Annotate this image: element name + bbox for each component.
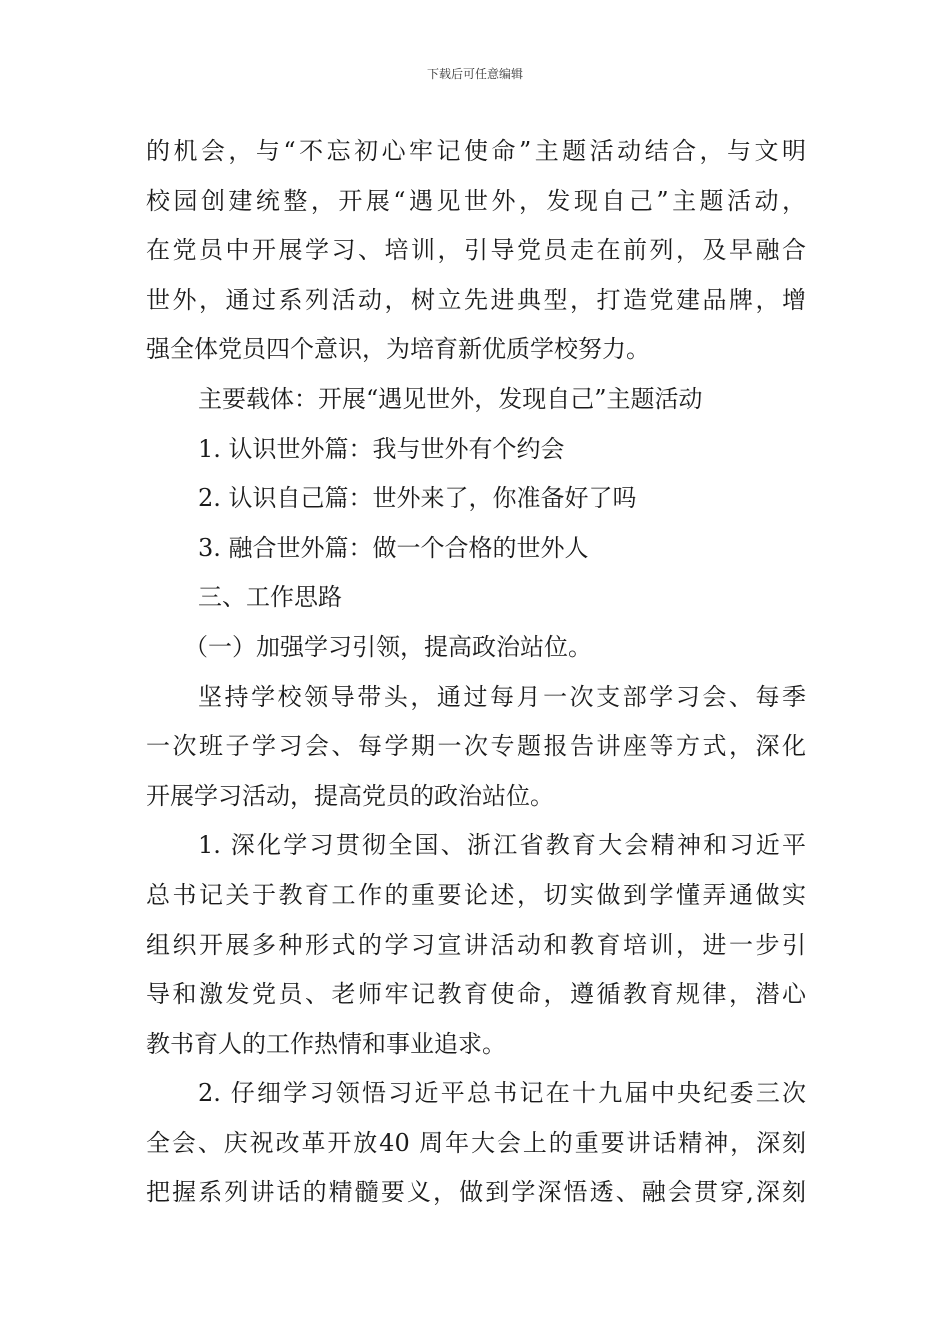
list-item: 1. 认识世外篇：我与世外有个约会 xyxy=(198,434,565,463)
text-line: 校园创建统整，开展“遇见世外，发现自己”主题活动， xyxy=(146,186,806,215)
text-line: 全会、庆祝改革开放40 周年大会上的重要讲话精神，深刻 xyxy=(146,1128,806,1157)
text-line: 教书育人的工作热情和事业追求。 xyxy=(146,1029,506,1058)
text-line: 2. 仔细学习领悟习近平总书记在十九届中央纪委三次 xyxy=(198,1079,806,1108)
text-line: 开展学习活动，提高党员的政治站位。 xyxy=(146,781,554,810)
text-line: 在党员中开展学习、培训，引导党员走在前列，及早融合 xyxy=(146,236,806,265)
text-line: 主要载体：开展“遇见世外，发现自己”主题活动 xyxy=(198,384,703,413)
document-body xyxy=(146,127,806,1218)
text-line: 组织开展多种形式的学习宣讲活动和教育培训，进一步引 xyxy=(146,930,806,959)
text-line: 把握系列讲话的精髓要义，做到学深悟透、融会贯穿,深刻 xyxy=(146,1178,806,1207)
text-line: 坚持学校领导带头，通过每月一次支部学习会、每季 xyxy=(198,682,806,711)
list-item: 3. 融合世外篇：做一个合格的世外人 xyxy=(198,533,589,562)
page-header-note: 下载后可任意编辑 xyxy=(426,67,523,81)
list-item: 2. 认识自己篇：世外来了，你准备好了吗 xyxy=(198,484,637,513)
text-line: 1. 深化学习贯彻全国、浙江省教育大会精神和习近平 xyxy=(198,831,806,860)
text-line: 导和激发党员、老师牢记教育使命，遵循教育规律，潜心 xyxy=(146,980,806,1009)
text-line: 一次班子学习会、每学期一次专题报告讲座等方式，深化 xyxy=(146,732,806,761)
text-line: 总书记关于教育工作的重要论述，切实做到学懂弄通做实 xyxy=(146,880,806,909)
subsection-heading: （一）加强学习引领，提高政治站位。 xyxy=(184,632,592,661)
text-line: 世外，通过系列活动，树立先进典型，打造党建品牌，增 xyxy=(146,285,806,314)
text-line: 强全体党员四个意识，为培育新优质学校努力。 xyxy=(146,335,650,364)
section-heading: 三、工作思路 xyxy=(198,583,342,612)
text-line: 的机会，与“不忘初心牢记使命”主题活动结合，与文明 xyxy=(146,137,806,165)
